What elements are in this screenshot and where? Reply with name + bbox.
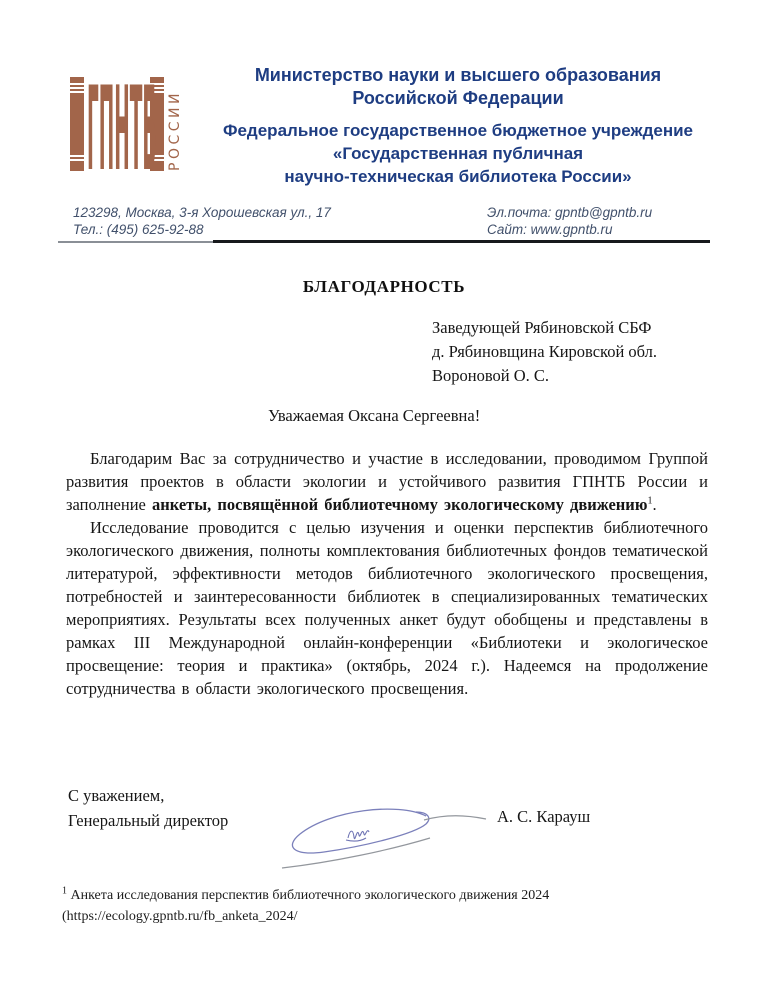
logo-vertical-text: РОССИИ bbox=[167, 90, 183, 171]
org-line-3: научно-техническая библиотека России» bbox=[284, 167, 632, 186]
postal-address: 123298, Москва, 3-я Хорошевская ул., 17 bbox=[73, 205, 331, 220]
closing-line-1: С уважением, bbox=[68, 786, 165, 805]
footnote bbox=[62, 885, 682, 927]
ministry-name bbox=[198, 64, 718, 110]
handwritten-signature bbox=[278, 794, 490, 877]
header-divider-thick bbox=[213, 240, 710, 243]
phone-number: Тел.: (495) 625-92-88 bbox=[73, 222, 204, 237]
website-address: Сайт: www.gpntb.ru bbox=[487, 222, 613, 237]
paragraph-1 bbox=[66, 447, 708, 516]
logo-letters: ГПНТБ bbox=[87, 70, 157, 178]
closing-block bbox=[68, 783, 228, 833]
signature-icon bbox=[278, 794, 490, 872]
paragraph-1-bold: анкеты, посвящённой библиотечному экологическому движению bbox=[151, 495, 648, 514]
paragraph-2: Исследование проводится с целью изучения и оценки перспектив библиотечного экологического движения, полноты комплектования библиотечных фондов тематической литературой, эффективности методов библиотечного экологического просвещения, потребностей и заинтересованности библиотек в специализированных тематических мероприятиях. Результаты всех полученных анкет будут обобщены и представлены в рамках III Международной онлайн-конференции «Библиотеки и экологическое просвещение: теория и практика» (октябрь, 2024 г.). Надеемся на продолжение сотрудничества в области экологического просвещения. bbox=[66, 518, 708, 698]
paragraph-1-normal: Благодарим Вас за сотрудничество и участие в исследовании, проводимом Группой развития проектов в области экологии и устойчивого развития ГПНТБ России и заполнение bbox=[66, 449, 708, 514]
paragraph-1-end: . bbox=[652, 495, 657, 514]
salutation: Уважаемая Оксана Сергеевна! bbox=[268, 406, 481, 425]
letter-body bbox=[66, 447, 708, 700]
gpntb-logo-icon bbox=[68, 70, 184, 178]
footnote-marker: 1 bbox=[647, 495, 653, 507]
closing-line-2: Генеральный директор bbox=[68, 811, 229, 830]
email-address: Эл.почта: gpntb@gpntb.ru bbox=[487, 205, 653, 220]
footnote-text: Анкета исследования перспектив библиотечного экологического движения 2024 bbox=[67, 888, 550, 903]
contact-address-block bbox=[73, 204, 331, 238]
header-divider bbox=[58, 240, 710, 243]
letterhead bbox=[198, 64, 718, 188]
gpntb-logo bbox=[68, 70, 184, 178]
footnote-number: 1 bbox=[62, 885, 67, 897]
ministry-line-2: Российской Федерации bbox=[352, 88, 564, 108]
header-divider-thin bbox=[58, 241, 213, 243]
org-line-1: Федеральное государственное бюджетное учреждение bbox=[222, 121, 694, 140]
footnote-line-1 bbox=[62, 885, 682, 906]
org-line-2: «Государственная публичная bbox=[332, 144, 584, 163]
ministry-line-1: Министерство науки и высшего образования bbox=[254, 65, 662, 85]
recipient-line-3: Вороновой О. С. bbox=[432, 366, 550, 385]
contact-web-block bbox=[487, 204, 652, 238]
recipient-block bbox=[432, 316, 657, 388]
letter-title: БЛАГОДАРНОСТЬ bbox=[302, 277, 466, 296]
organization-name bbox=[198, 119, 718, 188]
recipient-line-1: Заведующей Рябиновской СБФ bbox=[432, 318, 652, 337]
recipient-line-2: д. Рябиновщина Кировской обл. bbox=[432, 342, 658, 361]
footnote-url: (https://ecology.gpntb.ru/fb_anketa_2024/ bbox=[62, 909, 298, 924]
signer-name: А. С. Карауш bbox=[497, 807, 591, 826]
